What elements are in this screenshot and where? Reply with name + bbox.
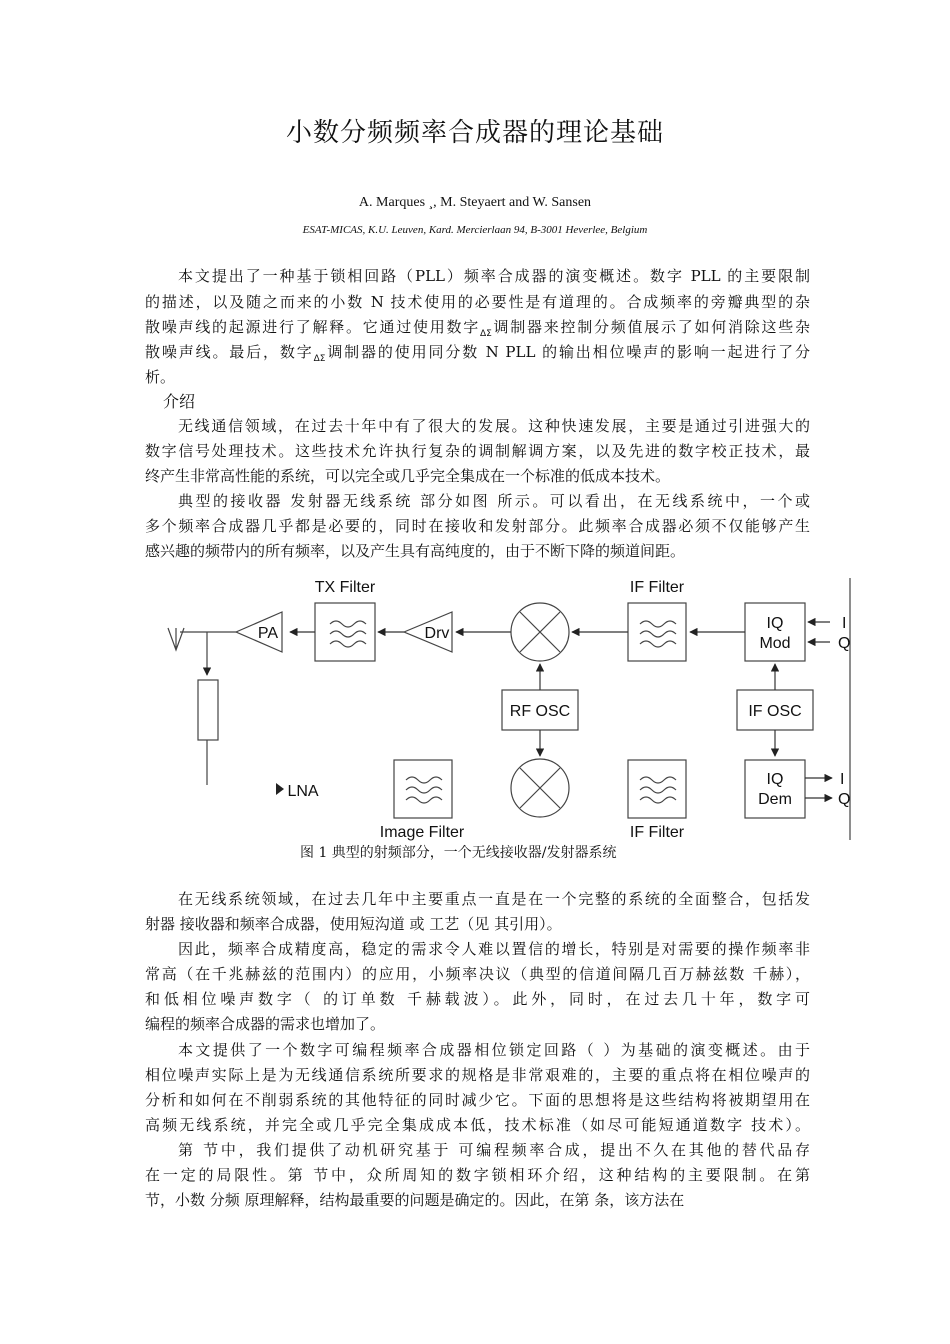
paper-title: 小数分频频率合成器的理论基础 (285, 118, 664, 148)
if-filter-top-block (628, 603, 686, 661)
i-input-label: I (842, 615, 847, 632)
body-line: 分析和如何在不削弱系统的其他特征的同时减少它。下面的思想将是这些结构将被期望用在 (145, 1091, 810, 1109)
delta-sigma-subscript: ΔΣ (479, 329, 492, 339)
intro-line: 无线通信领域，在过去十年中有了很大的发展。这种快速发展，主要是通过引进强大的 (178, 417, 810, 435)
body-line: 在无线系统领域，在过去几年中主要重点一直是在一个完整的系统的全面整合，包括发 (178, 890, 810, 908)
delta-sigma-subscript: ΔΣ (313, 354, 326, 364)
intro-line: 数字信号处理技术。这些技术允许执行复杂的调制解调方案，以及先进的数字校正技术，最 (145, 442, 810, 460)
image-filter-block (394, 760, 452, 818)
q-input-label: Q (838, 635, 851, 652)
body-line: 节，小数 分频 原理解释，结构最重要的问题是确定的。因此，在第 条，该方法在 (145, 1191, 685, 1209)
abstract-line: 散噪声线。最后，数字$_{\Delta\Sigma}$调制器的使用同分数 N PLL 的输出相位噪声的影响一起进行了分 (145, 343, 810, 364)
image-filter-label: Image Filter (379, 824, 465, 841)
q-output-label: Q (838, 791, 851, 808)
iq-dem-label: Dem (758, 791, 792, 808)
duplexer-block (198, 680, 218, 740)
tx-filter-label: TX Filter (314, 579, 376, 596)
intro-line: 典型的接收器 发射器无线系统 部分如图 所示。可以看出，在无线系统中，一个或 (178, 492, 810, 510)
body-line: 在一定的局限性。第 节中，众所周知的数字锁相环介绍，这种结构的主要限制。在第 (145, 1166, 810, 1184)
iq-dem-label: IQ (766, 771, 784, 788)
abstract-line: 的描述，以及随之而来的小数 N 技术使用的必要性是有道理的。合成频率的旁瓣典型的杂 (145, 293, 810, 311)
body-line: 因此，频率合成精度高，稳定的需求令人难以置信的增长，特别是对需要的操作频率非 (178, 940, 810, 958)
lna-label: LNA (287, 783, 319, 800)
iq-mod-label: Mod (759, 635, 791, 652)
rf-block-diagram (0, 570, 950, 845)
body-line: 射器 接收器和频率合成器，使用短沟道 或 工艺（见 其引用）。 (145, 915, 562, 933)
rf-osc-label: RF OSC (509, 703, 571, 720)
if-filter-top-label: IF Filter (629, 579, 685, 596)
body-line: 本文提供了一个数字可编程频率合成器相位锁定回路（ ）为基础的演变概述。由于 (178, 1041, 810, 1059)
antenna-icon (168, 628, 184, 650)
figure-caption: 图 1 典型的射频部分，一个无线接收器/发射器系统 (300, 845, 617, 861)
intro-line: 多个频率合成器几乎都是必要的，同时在接收和发射部分。此频率合成器必须不仅能够产生 (145, 517, 810, 535)
body-line: 编程的频率合成器的需求也增加了。 (145, 1015, 386, 1033)
iq-dem-block (745, 760, 805, 818)
intro-line: 终产生非常高性能的系统，可以完全或几乎完全集成在一个标准的低成本技术。 (145, 467, 671, 485)
i-output-label: I (840, 771, 845, 788)
body-line: 高频无线系统，并完全或几乎完全集成成本低，技术标准（如尽可能短通道数字 技术）。 (145, 1116, 810, 1134)
tx-filter-block (315, 603, 375, 661)
if-osc-label: IF OSC (748, 703, 802, 720)
body-line: 第 节中，我们提供了动机研究基于 可编程频率合成，提出不久在其他的替代品存 (178, 1141, 810, 1159)
abstract-line: 散噪声线的起源进行了解释。它通过使用数字$_{\Delta\Sigma}$调制器来控制分频值展示了如何消除这些杂 (145, 318, 810, 339)
if-filter-bottom-block (628, 760, 686, 818)
iq-mod-label: IQ (766, 615, 784, 632)
authors: A. Marques ¸, M. Steyaert and W. Sansen (358, 195, 592, 210)
intro-line: 感兴趣的频带内的所有频率，以及产生具有高纯度的，由于不断下降的频道间距。 (145, 542, 686, 560)
body-line: 常高（在千兆赫兹的范围内）的应用，小频率决议（典型的信道间隔几百万赫兹数 千赫）， (145, 965, 810, 983)
iq-mod-block (745, 603, 805, 661)
body-line: 相位噪声实际上是为无线通信系统所要求的规格是非常艰难的，主要的重点将在相位噪声的 (145, 1066, 810, 1084)
if-filter-bottom-label: IF Filter (629, 824, 685, 841)
abstract-line: 本文提出了一种基于锁相回路（PLL）频率合成器的演变概述。数字 PLL 的主要限制 (178, 267, 810, 285)
drv-label: Drv (424, 625, 450, 642)
affiliation: ESAT-MICAS, K.U. Leuven, Kard. Mercierlaan 94, B-3001 Heverlee, Belgium (302, 224, 648, 236)
section-heading-intro: 介绍 (163, 392, 196, 411)
abstract-line: 析。 (145, 368, 176, 386)
pa-label: PA (257, 625, 279, 642)
body-line: 和低相位噪声数字（ 的订单数 千赫载波）。此外，同时，在过去几十年，数字可 (145, 990, 810, 1008)
